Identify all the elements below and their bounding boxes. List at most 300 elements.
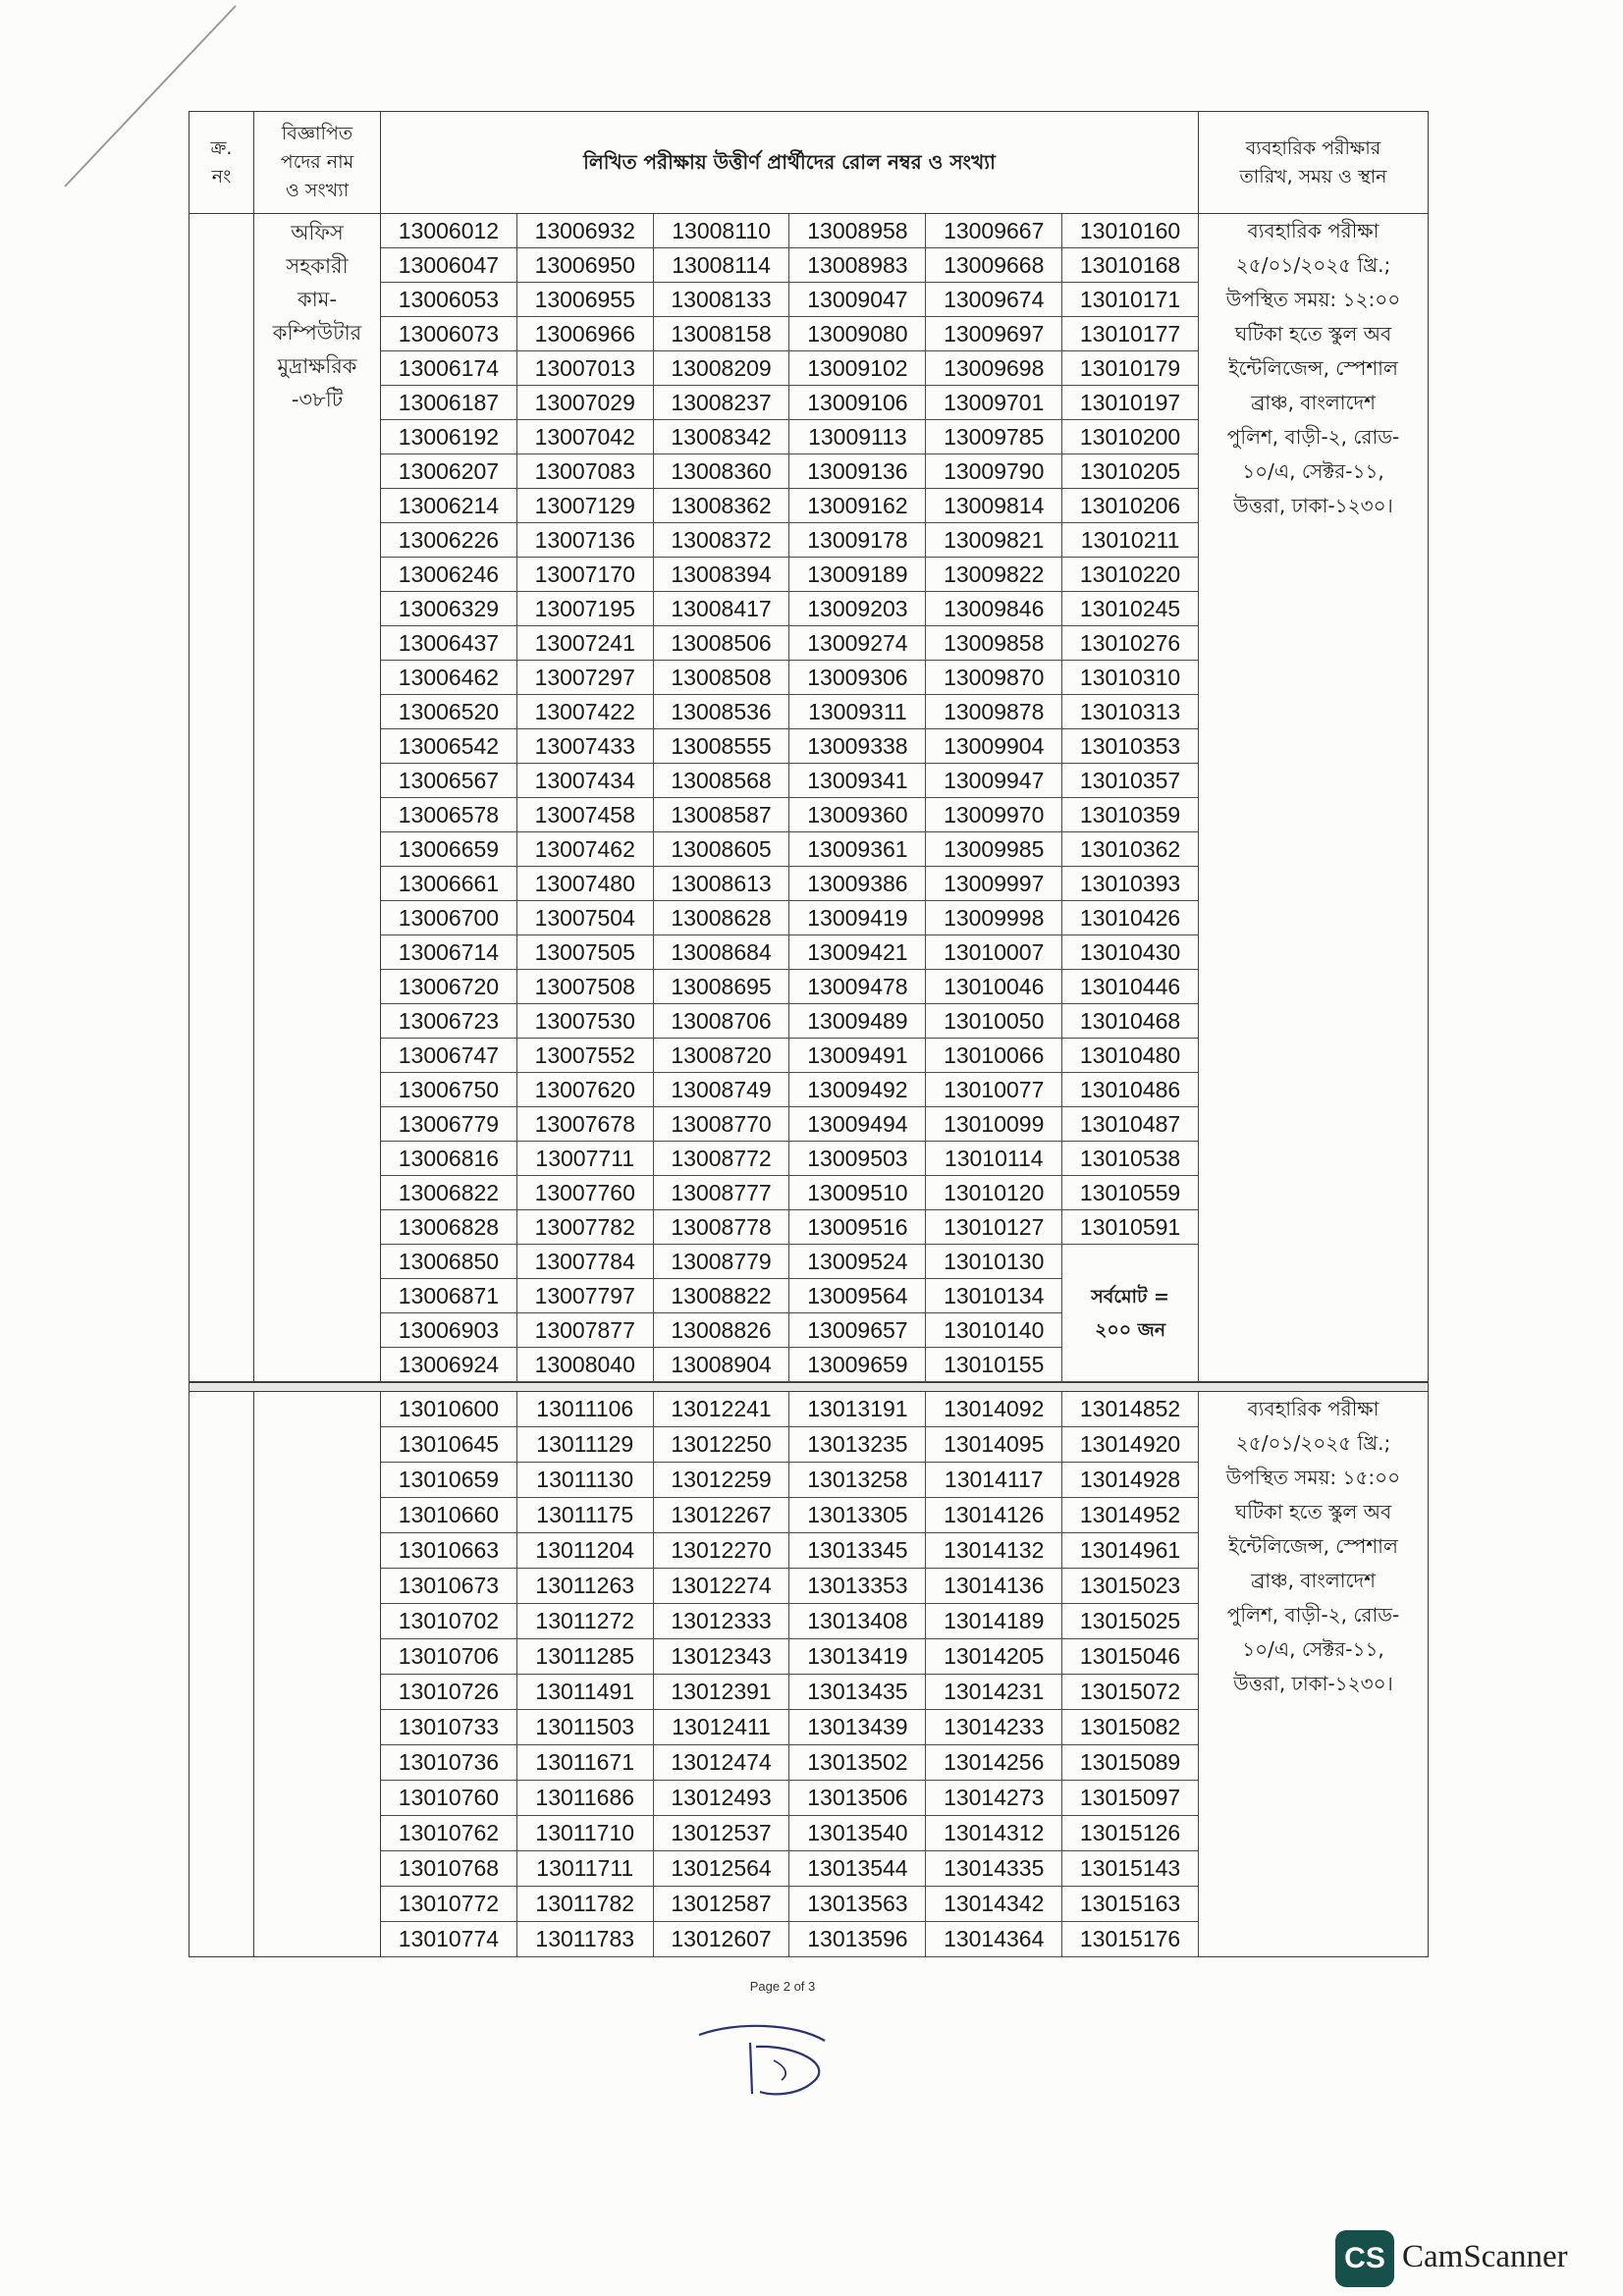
roll-number-cell: 13006192 — [381, 420, 517, 454]
roll-number-cell: 13006187 — [381, 386, 517, 420]
header-practical-label: ব্যবহারিক পরীক্ষার — [1245, 136, 1381, 159]
roll-number-cell: 13006567 — [381, 764, 517, 798]
roll-number-cell: 13006520 — [381, 695, 517, 729]
roll-number-cell: 13010099 — [926, 1107, 1062, 1142]
roll-number-cell: 13008360 — [654, 454, 790, 489]
roll-number-cell: 13010430 — [1062, 935, 1199, 970]
roll-number-cell: 13014132 — [926, 1533, 1062, 1569]
practical-info-line: ঘটিকা হতে স্কুল অব — [1234, 1500, 1392, 1523]
header-rolls-label: লিখিত পরীক্ষায় উত্তীর্ণ প্রার্থীদের রোল নম্বর ও সংখ্যা — [583, 150, 996, 174]
roll-number-cell: 13012537 — [654, 1816, 790, 1851]
roll-number-cell: 13013563 — [789, 1887, 926, 1922]
roll-number-cell: 13009360 — [789, 798, 926, 832]
roll-number-cell: 13010774 — [381, 1922, 517, 1957]
roll-number-cell: 13011711 — [517, 1851, 654, 1887]
roll-number-cell: 13014095 — [926, 1427, 1062, 1463]
roll-number-cell: 13010736 — [381, 1745, 517, 1781]
roll-number-cell: 13007480 — [517, 867, 654, 901]
roll-number-cell: 13008613 — [654, 867, 790, 901]
roll-number-cell: 13013305 — [789, 1498, 926, 1533]
roll-number-cell: 13009997 — [926, 867, 1062, 901]
roll-number-cell: 13009878 — [926, 695, 1062, 729]
roll-number-cell: 13009419 — [789, 901, 926, 935]
roll-number-cell: 13008568 — [654, 764, 790, 798]
roll-number-cell: 13015163 — [1062, 1887, 1199, 1922]
roll-number-cell: 13008342 — [654, 420, 790, 454]
roll-number-cell: 13010393 — [1062, 867, 1199, 901]
roll-number-cell: 13010357 — [1062, 764, 1199, 798]
roll-number-cell: 13008110 — [654, 214, 790, 248]
roll-number-cell: 13014342 — [926, 1887, 1062, 1922]
roll-number-cell: 13009386 — [789, 867, 926, 901]
roll-number-cell: 13009189 — [789, 558, 926, 592]
roll-number-cell: 13010359 — [1062, 798, 1199, 832]
roll-number-cell: 13006659 — [381, 832, 517, 867]
practical-info-line: ১০/এ, সেক্টর-১১, — [1242, 1637, 1384, 1661]
roll-number-cell: 13009821 — [926, 523, 1062, 558]
roll-number-cell: 13007013 — [517, 351, 654, 386]
roll-number-cell: 13009162 — [789, 489, 926, 523]
roll-number-cell: 13007458 — [517, 798, 654, 832]
roll-number-cell: 13007170 — [517, 558, 654, 592]
roll-number-cell: 13006932 — [517, 214, 654, 248]
practical-info-line: উত্তরা, ঢাকা-১২৩০। — [1233, 494, 1393, 517]
roll-number-cell: 13009657 — [789, 1313, 926, 1348]
practical-info-line: পুলিশ, বাড়ী-২, রোড- — [1226, 1603, 1400, 1627]
roll-number-cell: 13015176 — [1062, 1922, 1199, 1957]
roll-number-cell: 13013258 — [789, 1463, 926, 1498]
roll-number-cell: 13008720 — [654, 1039, 790, 1073]
roll-number-cell: 13009524 — [789, 1245, 926, 1279]
section-1-serial-cell — [189, 214, 254, 1382]
roll-number-cell: 13013596 — [789, 1922, 926, 1957]
roll-number-cell: 13010155 — [926, 1348, 1062, 1382]
roll-number-cell: 13011503 — [517, 1710, 654, 1745]
roll-number-cell: 13008684 — [654, 935, 790, 970]
roll-number-cell: 13011175 — [517, 1498, 654, 1533]
roll-number-cell: 13008770 — [654, 1107, 790, 1142]
roll-number-cell: 13010140 — [926, 1313, 1062, 1348]
post-name-line: কাম- — [297, 288, 338, 311]
roll-number-cell: 13013544 — [789, 1851, 926, 1887]
roll-number-cell: 13011671 — [517, 1745, 654, 1781]
header-rolls-cell — [381, 111, 1199, 214]
roll-number-cell: 13010600 — [381, 1392, 517, 1427]
roll-number-cell: 13009904 — [926, 729, 1062, 764]
roll-number-cell: 13010645 — [381, 1427, 517, 1463]
roll-number-cell: 13007241 — [517, 626, 654, 661]
roll-number-cell: 13011783 — [517, 1922, 654, 1957]
section-2-practical-cell — [1199, 1392, 1429, 1957]
roll-number-cell: 13009080 — [789, 317, 926, 351]
roll-number-cell: 13008695 — [654, 970, 790, 1004]
roll-number-cell: 13006329 — [381, 592, 517, 626]
roll-number-cell: 13008508 — [654, 661, 790, 695]
roll-number-cell: 13006924 — [381, 1348, 517, 1382]
roll-number-cell: 13007195 — [517, 592, 654, 626]
roll-number-cell: 13015082 — [1062, 1710, 1199, 1745]
roll-number-cell: 13006723 — [381, 1004, 517, 1039]
roll-number-cell: 13009790 — [926, 454, 1062, 489]
roll-number-cell: 13007530 — [517, 1004, 654, 1039]
roll-number-cell: 13014335 — [926, 1851, 1062, 1887]
roll-number-cell: 13014233 — [926, 1710, 1062, 1745]
roll-number-cell: 13014092 — [926, 1392, 1062, 1427]
roll-number-cell: 13010120 — [926, 1176, 1062, 1210]
roll-number-cell: 13010362 — [1062, 832, 1199, 867]
total-count-line: ২০০ জন — [1095, 1318, 1166, 1341]
practical-info-line: পুলিশ, বাড়ী-২, রোড- — [1226, 425, 1400, 449]
post-name-line: সহকারী — [286, 254, 349, 278]
header-serial-label: ক্র. — [210, 136, 233, 159]
roll-number-cell: 13014852 — [1062, 1392, 1199, 1427]
roll-number-cell: 13010077 — [926, 1073, 1062, 1107]
roll-number-cell: 13010179 — [1062, 351, 1199, 386]
practical-info-line: ব্রাঞ্চ, বাংলাদেশ — [1251, 391, 1376, 414]
roll-number-cell: 13013502 — [789, 1745, 926, 1781]
roll-number-cell: 13010245 — [1062, 592, 1199, 626]
roll-number-cell: 13006828 — [381, 1210, 517, 1245]
roll-number-cell: 13010200 — [1062, 420, 1199, 454]
roll-number-cell: 13014126 — [926, 1498, 1062, 1533]
roll-number-cell: 13015089 — [1062, 1745, 1199, 1781]
roll-number-cell: 13014961 — [1062, 1533, 1199, 1569]
roll-number-cell: 13009785 — [926, 420, 1062, 454]
roll-number-cell: 13012270 — [654, 1533, 790, 1569]
roll-number-cell: 13006871 — [381, 1279, 517, 1313]
roll-number-cell: 13012391 — [654, 1675, 790, 1710]
roll-number-cell: 13008826 — [654, 1313, 790, 1348]
roll-number-cell: 13008605 — [654, 832, 790, 867]
roll-number-cell: 13015143 — [1062, 1851, 1199, 1887]
roll-number-cell: 13007678 — [517, 1107, 654, 1142]
roll-number-cell: 13015072 — [1062, 1675, 1199, 1710]
roll-number-cell: 13012587 — [654, 1887, 790, 1922]
roll-number-cell: 13006750 — [381, 1073, 517, 1107]
roll-number-cell: 13009564 — [789, 1279, 926, 1313]
post-name-line: মুদ্রাক্ষরিক — [277, 354, 357, 378]
roll-number-cell: 13010659 — [381, 1463, 517, 1498]
roll-number-cell: 13009947 — [926, 764, 1062, 798]
roll-number-cell: 13009361 — [789, 832, 926, 867]
roll-number-cell: 13007505 — [517, 935, 654, 970]
roll-number-cell: 13013506 — [789, 1781, 926, 1816]
section-2-roll-grid — [381, 1392, 1199, 1957]
roll-number-cell: 13012411 — [654, 1710, 790, 1745]
roll-number-cell: 13009274 — [789, 626, 926, 661]
section-1-post-cell — [254, 214, 381, 1382]
roll-number-cell: 13010134 — [926, 1279, 1062, 1313]
roll-number-cell: 13006542 — [381, 729, 517, 764]
roll-number-cell: 13009341 — [789, 764, 926, 798]
roll-number-cell: 13012474 — [654, 1745, 790, 1781]
roll-number-cell: 13008394 — [654, 558, 790, 592]
roll-number-cell: 13010127 — [926, 1210, 1062, 1245]
roll-number-cell: 13013408 — [789, 1604, 926, 1639]
roll-number-cell: 13006955 — [517, 283, 654, 317]
roll-number-cell: 13007433 — [517, 729, 654, 764]
roll-number-cell: 13008133 — [654, 283, 790, 317]
roll-number-cell: 13009178 — [789, 523, 926, 558]
roll-number-cell: 13006700 — [381, 901, 517, 935]
roll-number-cell: 13013191 — [789, 1392, 926, 1427]
roll-number-cell: 13008506 — [654, 626, 790, 661]
roll-number-cell: 13006822 — [381, 1176, 517, 1210]
roll-number-cell: 13008114 — [654, 248, 790, 283]
roll-number-cell: 13008536 — [654, 695, 790, 729]
roll-number-cell: 13012250 — [654, 1427, 790, 1463]
roll-number-cell: 13009489 — [789, 1004, 926, 1039]
roll-number-cell: 13010171 — [1062, 283, 1199, 317]
roll-number-cell: 13015046 — [1062, 1639, 1199, 1675]
roll-number-cell: 13009858 — [926, 626, 1062, 661]
roll-number-cell: 13011130 — [517, 1463, 654, 1498]
roll-number-cell: 13010486 — [1062, 1073, 1199, 1107]
roll-number-cell: 13015097 — [1062, 1781, 1199, 1816]
roll-number-cell: 13009491 — [789, 1039, 926, 1073]
roll-number-cell: 13009102 — [789, 351, 926, 386]
section-1-roll-grid — [381, 214, 1199, 1382]
roll-number-cell: 13009510 — [789, 1176, 926, 1210]
roll-number-cell: 13010426 — [1062, 901, 1199, 935]
roll-number-cell: 13006246 — [381, 558, 517, 592]
roll-number-cell: 13010007 — [926, 935, 1062, 970]
practical-info-line: ইন্টেলিজেন্স, স্পেশাল — [1228, 356, 1398, 380]
header-practical-label: তারিখ, সময় ও স্থান — [1239, 165, 1387, 187]
roll-number-cell: 13009306 — [789, 661, 926, 695]
header-serial-cell — [189, 111, 254, 214]
roll-number-cell: 13010591 — [1062, 1210, 1199, 1245]
roll-number-cell: 13008209 — [654, 351, 790, 386]
roll-number-cell: 13011285 — [517, 1639, 654, 1675]
roll-number-cell: 13009106 — [789, 386, 926, 420]
roll-number-cell: 13010559 — [1062, 1176, 1199, 1210]
roll-number-cell: 13009136 — [789, 454, 926, 489]
roll-number-cell: 13010206 — [1062, 489, 1199, 523]
roll-number-cell: 13008372 — [654, 523, 790, 558]
roll-number-cell: 13006462 — [381, 661, 517, 695]
roll-number-cell: 13010446 — [1062, 970, 1199, 1004]
roll-number-cell: 13006578 — [381, 798, 517, 832]
practical-info-line: ২৫/০১/২০২৫ খ্রি.; — [1235, 253, 1391, 277]
roll-number-cell: 13011782 — [517, 1887, 654, 1922]
roll-number-cell: 13009338 — [789, 729, 926, 764]
camscanner-watermark: CamScanner — [1402, 2239, 1568, 2274]
roll-number-cell: 13009492 — [789, 1073, 926, 1107]
roll-number-cell: 13010538 — [1062, 1142, 1199, 1176]
roll-number-cell: 13014117 — [926, 1463, 1062, 1498]
roll-number-cell: 13007552 — [517, 1039, 654, 1073]
roll-number-cell: 13007508 — [517, 970, 654, 1004]
header-practical-cell — [1199, 111, 1429, 214]
roll-number-cell: 13006816 — [381, 1142, 517, 1176]
roll-number-cell: 13006012 — [381, 214, 517, 248]
roll-number-cell: 13010480 — [1062, 1039, 1199, 1073]
section-separator — [189, 1382, 1429, 1392]
roll-number-cell: 13006214 — [381, 489, 517, 523]
roll-number-cell: 13009697 — [926, 317, 1062, 351]
roll-number-cell: 13006207 — [381, 454, 517, 489]
roll-number-cell: 13009421 — [789, 935, 926, 970]
roll-number-cell: 13008779 — [654, 1245, 790, 1279]
roll-number-cell: 13009870 — [926, 661, 1062, 695]
roll-number-cell: 13010130 — [926, 1245, 1062, 1279]
roll-number-cell: 13012241 — [654, 1392, 790, 1427]
practical-info-line: উপস্থিত সময়: ১২:০০ — [1225, 288, 1401, 311]
roll-number-cell: 13012267 — [654, 1498, 790, 1533]
roll-number-cell: 13010762 — [381, 1816, 517, 1851]
roll-number-cell: 13008362 — [654, 489, 790, 523]
result-table — [189, 111, 1429, 1958]
roll-number-cell: 13009674 — [926, 283, 1062, 317]
roll-number-cell: 13007462 — [517, 832, 654, 867]
roll-number-cell: 13010468 — [1062, 1004, 1199, 1039]
roll-number-cell: 13010211 — [1062, 523, 1199, 558]
roll-number-cell: 13012493 — [654, 1781, 790, 1816]
roll-number-cell: 13009698 — [926, 351, 1062, 386]
header-post-cell — [254, 111, 381, 214]
roll-number-cell: 13012259 — [654, 1463, 790, 1498]
roll-number-cell: 13014273 — [926, 1781, 1062, 1816]
roll-number-cell: 13010353 — [1062, 729, 1199, 764]
practical-info-line: উপস্থিত সময়: ১৫:০০ — [1225, 1466, 1401, 1489]
roll-number-cell: 13010768 — [381, 1851, 517, 1887]
roll-number-cell: 13012607 — [654, 1922, 790, 1957]
roll-number-cell: 13009659 — [789, 1348, 926, 1382]
practical-info-line: ঘটিকা হতে স্কুল অব — [1234, 322, 1392, 346]
roll-number-cell: 13006053 — [381, 283, 517, 317]
roll-number-cell: 13011204 — [517, 1533, 654, 1569]
roll-number-cell: 13008706 — [654, 1004, 790, 1039]
roll-number-cell: 13008555 — [654, 729, 790, 764]
roll-number-cell: 13010660 — [381, 1498, 517, 1533]
roll-number-cell: 13007297 — [517, 661, 654, 695]
roll-number-cell: 13009494 — [789, 1107, 926, 1142]
total-count-cell — [1062, 1245, 1199, 1382]
camscanner-logo-icon: CS — [1335, 2230, 1394, 2287]
roll-number-cell: 13014189 — [926, 1604, 1062, 1639]
roll-number-cell: 13009047 — [789, 283, 926, 317]
roll-number-cell: 13006903 — [381, 1313, 517, 1348]
signature — [687, 2017, 844, 2106]
practical-info-line: ব্যবহারিক পরীক্ষা — [1247, 219, 1380, 242]
roll-number-cell: 13008749 — [654, 1073, 790, 1107]
header-serial-label: নং — [211, 165, 232, 187]
roll-number-cell: 13008158 — [654, 317, 790, 351]
header-post-label: ও সংখ্যা — [285, 180, 350, 201]
roll-number-cell: 13010050 — [926, 1004, 1062, 1039]
roll-number-cell: 13008822 — [654, 1279, 790, 1313]
roll-number-cell: 13007129 — [517, 489, 654, 523]
roll-number-cell: 13011129 — [517, 1427, 654, 1463]
post-name-line: -৩৮টি — [291, 388, 344, 411]
roll-number-cell: 13014364 — [926, 1922, 1062, 1957]
roll-number-cell: 13015126 — [1062, 1816, 1199, 1851]
roll-number-cell: 13011272 — [517, 1604, 654, 1639]
roll-number-cell: 13009998 — [926, 901, 1062, 935]
roll-number-cell: 13007434 — [517, 764, 654, 798]
roll-number-cell: 13010702 — [381, 1604, 517, 1639]
roll-number-cell: 13007760 — [517, 1176, 654, 1210]
roll-number-cell: 13009814 — [926, 489, 1062, 523]
roll-number-cell: 13010168 — [1062, 248, 1199, 283]
roll-number-cell: 13007784 — [517, 1245, 654, 1279]
roll-number-cell: 13006950 — [517, 248, 654, 283]
roll-number-cell: 13008772 — [654, 1142, 790, 1176]
roll-number-cell: 13013540 — [789, 1816, 926, 1851]
roll-number-cell: 13007136 — [517, 523, 654, 558]
section-1-practical-cell — [1199, 214, 1429, 1382]
roll-number-cell: 13010706 — [381, 1639, 517, 1675]
roll-number-cell: 13007877 — [517, 1313, 654, 1348]
roll-number-cell: 13009311 — [789, 695, 926, 729]
roll-number-cell: 13010726 — [381, 1675, 517, 1710]
roll-number-cell: 13009516 — [789, 1210, 926, 1245]
roll-number-cell: 13007620 — [517, 1073, 654, 1107]
roll-number-cell: 13010205 — [1062, 454, 1199, 489]
roll-number-cell: 13007797 — [517, 1279, 654, 1313]
roll-number-cell: 13009822 — [926, 558, 1062, 592]
roll-number-cell: 13009970 — [926, 798, 1062, 832]
roll-number-cell: 13010310 — [1062, 661, 1199, 695]
roll-number-cell: 13006779 — [381, 1107, 517, 1142]
roll-number-cell: 13007504 — [517, 901, 654, 935]
roll-number-cell: 13009503 — [789, 1142, 926, 1176]
roll-number-cell: 13014920 — [1062, 1427, 1199, 1463]
section-2-post-cell — [254, 1392, 381, 1957]
roll-number-cell: 13014256 — [926, 1745, 1062, 1781]
roll-number-cell: 13010046 — [926, 970, 1062, 1004]
roll-number-cell: 13012564 — [654, 1851, 790, 1887]
roll-number-cell: 13008628 — [654, 901, 790, 935]
header-post-label: পদের নাম — [280, 151, 354, 173]
roll-number-cell: 13007782 — [517, 1210, 654, 1245]
roll-number-cell: 13007029 — [517, 386, 654, 420]
roll-number-cell: 13014952 — [1062, 1498, 1199, 1533]
roll-number-cell: 13007711 — [517, 1142, 654, 1176]
roll-number-cell: 13006661 — [381, 867, 517, 901]
roll-number-cell: 13015025 — [1062, 1604, 1199, 1639]
roll-number-cell: 13008040 — [517, 1348, 654, 1382]
roll-number-cell: 13009478 — [789, 970, 926, 1004]
roll-number-cell: 13013439 — [789, 1710, 926, 1745]
roll-number-cell: 13008417 — [654, 592, 790, 626]
roll-number-cell: 13010197 — [1062, 386, 1199, 420]
roll-number-cell: 13008587 — [654, 798, 790, 832]
total-count-line: সর্বমোট = — [1091, 1285, 1169, 1308]
roll-number-cell: 13010733 — [381, 1710, 517, 1745]
page-number: Page 2 of 3 — [749, 1979, 816, 1994]
post-name-line: কম্পিউটার — [272, 321, 362, 345]
roll-number-cell: 13010772 — [381, 1887, 517, 1922]
roll-number-cell: 13013235 — [789, 1427, 926, 1463]
roll-number-cell: 13007422 — [517, 695, 654, 729]
practical-info-line: ব্রাঞ্চ, বাংলাদেশ — [1251, 1569, 1376, 1592]
roll-number-cell: 13008958 — [789, 214, 926, 248]
roll-number-cell: 13009668 — [926, 248, 1062, 283]
roll-number-cell: 13013435 — [789, 1675, 926, 1710]
roll-number-cell: 13009846 — [926, 592, 1062, 626]
roll-number-cell: 13014205 — [926, 1639, 1062, 1675]
header-post-label: বিজ্ঞাপিত — [281, 123, 353, 144]
roll-number-cell: 13009985 — [926, 832, 1062, 867]
roll-number-cell: 13010487 — [1062, 1107, 1199, 1142]
roll-number-cell: 13010177 — [1062, 317, 1199, 351]
roll-number-cell: 13009701 — [926, 386, 1062, 420]
practical-info-line: ১০/এ, সেক্টর-১১, — [1242, 459, 1384, 483]
roll-number-cell: 13006714 — [381, 935, 517, 970]
roll-number-cell: 13011106 — [517, 1392, 654, 1427]
